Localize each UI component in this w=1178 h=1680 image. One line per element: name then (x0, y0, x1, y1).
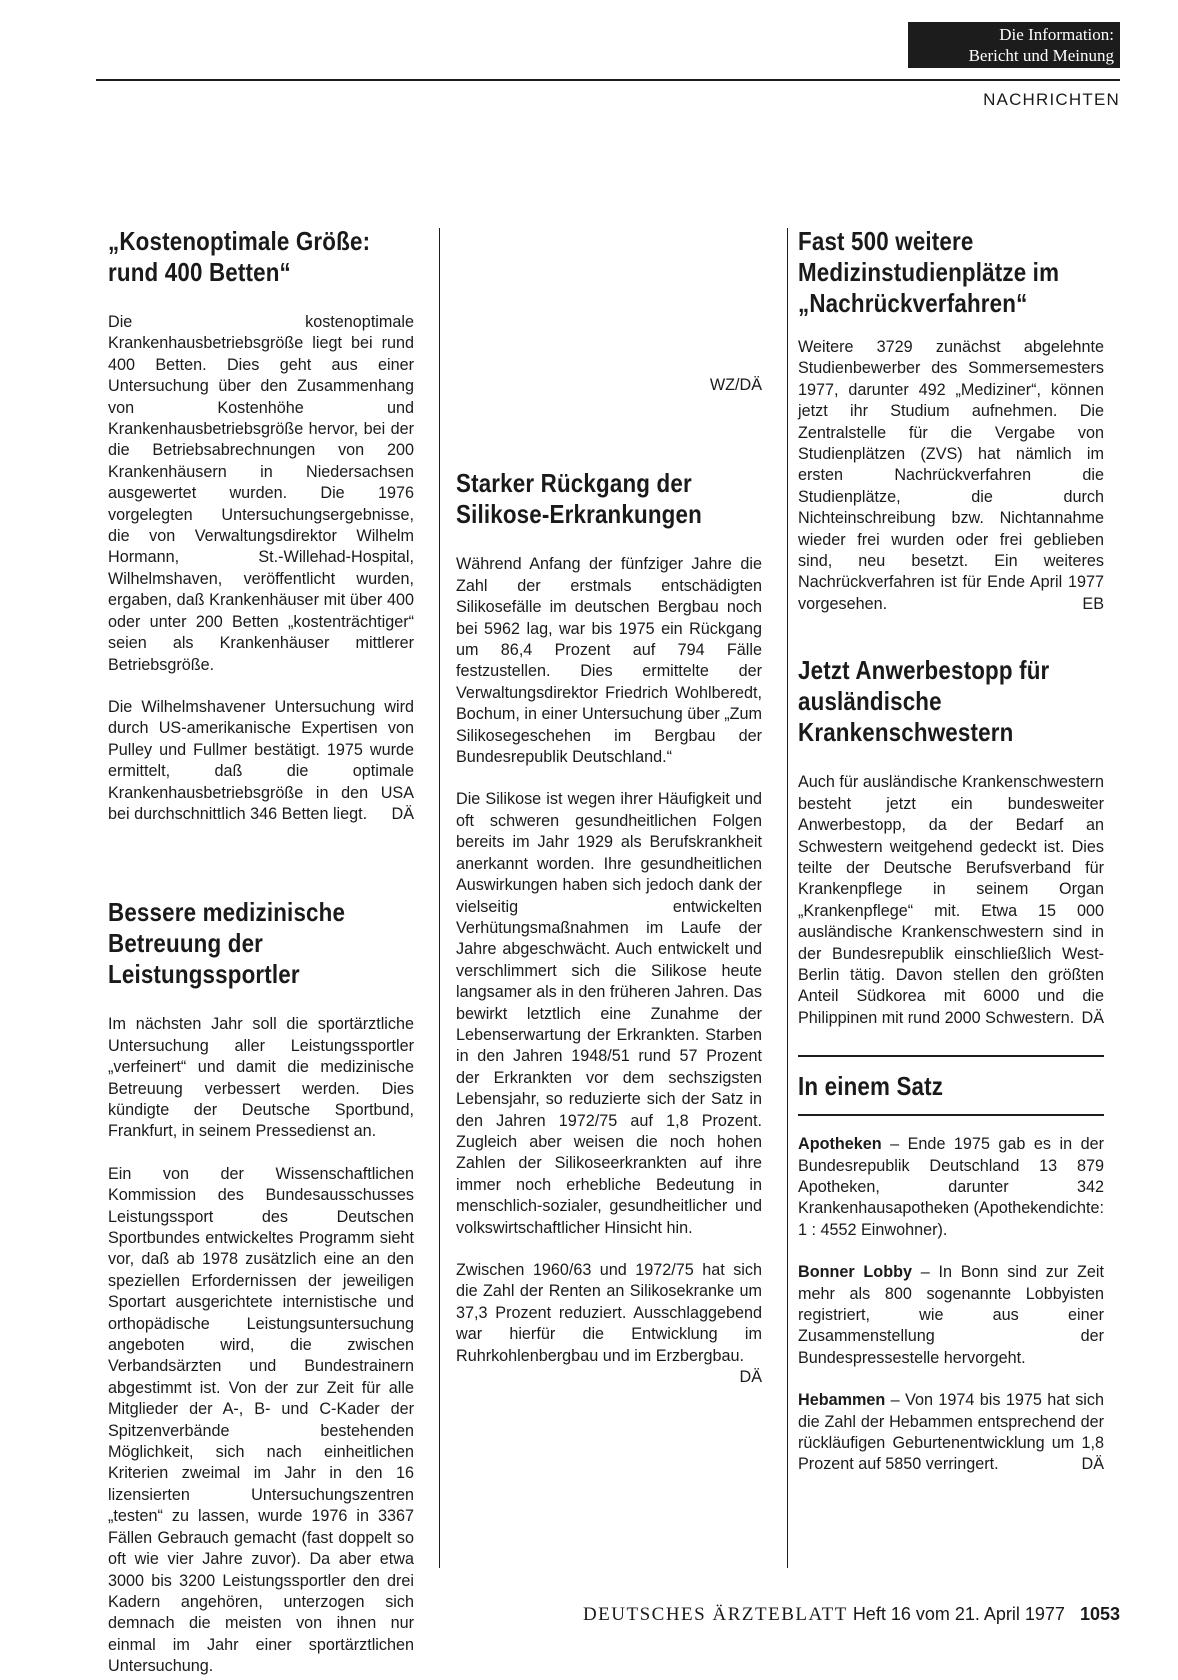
article-signature: DÄ (1081, 1008, 1104, 1027)
article-paragraph (798, 772, 1104, 1029)
article-title: Fast 500 weitere Medizinstudienplätze im „Nachrückverfahren“ (798, 226, 1060, 318)
article-signature: EB (1082, 594, 1104, 613)
column-divider (787, 228, 788, 1568)
article-title: In einem Satz (798, 1071, 944, 1102)
brief-text: – Von 1974 bis 1975 hat sich die Zahl der Hebammen entsprechend der rückläufigen Geburtenentwicklung um 1,8 Prozent auf 5850 verringert. (798, 1391, 1104, 1474)
brief-text: – In Bonn sind zur Zeit mehr als 800 sogenannte Lobbyisten registriert, wie aus einer Zusammenstellung der Bundespressestelle hervorgeht. (798, 1263, 1104, 1367)
article-paragraph: Die kostenoptimale Krankenhausbetriebsgröße liegt bei rund 400 Betten. Dies geht aus einer Untersuchung über den Zusammenhang von Kostenhöhe und Krankenhausbetriebsgröße hervor, bei der die Betriebsabrechnungen von 200 Krankenhäusern in Niedersachsen ausgewertet wurden. Die 1976 vorgelegten Untersuchungsergebnisse, die von Verwaltungsdirektor Wilhelm Hormann, St.-Willehad-Hospital, Wilhelmshaven, veröffentlicht wurden, ergaben, daß Krankenhäuser mit über 400 oder unter 200 Betten „kostenträchtiger“ seien als Krankenhäuser mittlerer Betriebsgröße. (108, 313, 414, 674)
article-paragraph (798, 337, 1104, 615)
article-signature-line (456, 375, 762, 396)
article-title: Starker Rückgang der Silikose-Erkrankungen (456, 468, 702, 530)
article-paragraph (456, 1260, 762, 1387)
paragraph-text: Die Wilhelmshavener Untersuchung wird durch US-amerikanische Expertisen von Pulley und Fullmer bestätigt. 1975 wurde ermittelt, daß die optimale Krankenhausbetriebsgröße in den USA bei durchschnittlich 346 Betten liegt. (108, 697, 414, 823)
article-paragraph: Während Anfang der fünfziger Jahre die Zahl der erstmals entschädigten Silikosefälle im deutschen Bergbau noch bei 5962 lag, war bis 1975 ein Rückgang um 86,4 Prozent auf 794 Fälle festzustellen. Dies ermittelte der Verwaltungsdirektor Friedrich Wohlberedt, Bochum, in einer Untersuchung über „Zum Silikosegeschehen im Bergbau der Bundesrepublik Deutschland.“ (456, 555, 762, 767)
brief-lead: Apotheken (798, 1135, 882, 1154)
column-1 (108, 226, 414, 1678)
paragraph-text: Auch für ausländische Krankenschwestern besteht jetzt ein bundesweiter Anwerbestopp, da der Bedarf an Schwestern weitgehend gedeckt ist. Dies teilte der Deutsche Berufsverband für Krankenpflege in seinem Organ „Krankenpflege“ mit. Etwa 15 000 ausländische Krankenschwestern sind in der Bundesrepublik einschließlich West-Berlin tätig. Davon stellen den größten Anteil Südkorea mit 6000 und die Philippinen mit rund 2000 Schwestern. (798, 773, 1104, 1027)
page-footer (0, 1604, 1120, 1626)
column-3 (798, 226, 1104, 1476)
masthead (908, 22, 1120, 68)
article-title: Bessere medizinische Betreuung der Leistungssportler (108, 897, 346, 990)
article-title: „Kostenoptimale Größe: rund 400 Betten“ (108, 226, 371, 287)
article-signature: DÄ (739, 1368, 762, 1387)
article-paragraph: Ein von der Wissenschaftlichen Kommission des Bundesausschusses Leistungssport des Deutschen Sportbundes entwickeltes Programm sieht vor, daß ab 1978 zusätzlich eine an den speziellen Erfordernissen der jeweiligen Sportart ausgerichtete internistische und orthopädische Leistungsuntersuchung angeboten wird, die zwischen Verbandsärzten und Bundestrainern abgestimmt ist. Von der zur Zeit für alle Mitglieder der A-, B- und C-Kader der Spitzenverbände bestehenden Möglichkeit, sich nach einheitlichen Kriterien zweimal im Jahr in den 16 lizensierten Untersuchungszentren „testen“ zu lassen, wurde 1976 in 3367 Fällen Gebrauch gemacht (fast doppelt so oft wie vier Jahre zuvor). Da aber etwa 3000 bis 3200 Leistungssportler den drei Kadern angehören, unterzogen sich demnach die meisten von ihnen nur einmal im Jahr einer sportärztlichen Untersuchung. (108, 1164, 414, 1676)
masthead-line2: Bericht und Meinung (968, 46, 1114, 65)
brief-item (798, 1134, 1104, 1241)
brief-item (798, 1390, 1104, 1476)
article-paragraph: Die Silikose ist wegen ihrer Häufigkeit und oft schweren gesundheitlichen Folgen bereits im Jahr 1929 als Berufskrankheit anerkannt worden. Ihre gesundheitlichen Auswirkungen haben sich jedoch dank der vielseitig entwickelten Verhütungsmaßnahmen im Laufe der Jahre abgeschwächt. Auch entwickelt und verschlimmert sich die Silikose heute langsamer als in den früheren Jahren. Das bewirkt letztlich eine Zunahme der Lebenserwartung der Erkrankten. Starben in den Jahren 1948/51 rund 57 Prozent der Erkrankten vor dem sechszigsten Lebensjahr, so reduzierte sich der Satz in den Jahren 1972/75 auf 1,8 Prozent. Zugleich aber weisen die noch hohen Zahlen der Silikoseerkrankten auf ihre immer noch erhebliche Bedeutung in menschlich-sozialer, gesundheitlicher und volkswirtschaftlicher Hinsicht hin. (456, 790, 762, 1237)
masthead-line1: Die Information: (999, 25, 1114, 44)
paragraph-text: Zwischen 1960/63 und 1972/75 hat sich die Zahl der Renten an Silikosekranke um 37,3 Prozent reduziert. Ausschlaggebend war hierfür die Entwicklung im Ruhrkohlenbergbau und im Erzbergbau. (456, 1261, 762, 1365)
column-2 (456, 226, 762, 1388)
brief-text: – Ende 1975 gab es in der Bundesrepublik Deutschland 13 879 Apotheken, darunter 342 Krankenhausapotheken (Apothekendichte: 1 : 4552 Einwohner). (798, 1135, 1104, 1239)
continued-text-space (456, 226, 762, 396)
brief-lead: Bonner Lobby (798, 1263, 912, 1282)
section-label: NACHRICHTEN (983, 90, 1120, 109)
page-number: 1053 (1079, 1604, 1120, 1624)
article-signature: DÄ (1081, 1455, 1104, 1474)
issue-info: Heft 16 vom 21. April 1977 (852, 1604, 1065, 1624)
brief-item (798, 1262, 1104, 1369)
article-paragraph: Im nächsten Jahr soll die sportärztliche Untersuchung aller Leistungssportler „verfeinert“ und damit die medizinische Betreuung verbessert werden. Dies kündigte der Deutsche Sportbund, Frankfurt, in seinem Pressedienst an. (108, 1015, 414, 1141)
paragraph-text: Weitere 3729 zunächst abgelehnte Studienbewerber des Sommersemesters 1977, darunter 492 „Mediziner“, können jetzt ihr Studium aufnehmen. Die Zentralstelle für die Vergabe von Studienplätzen (ZVS) hat nämlich im ersten Nachrückverfahren die Studienplätze, die durch Nichteinschreibung bzw. Nichtannahme wieder frei wurden oder frei geblieben sind, neu besetzt. Ein weiteres Nachrückverfahren ist für Ende April 1977 vorgesehen. (798, 338, 1104, 613)
journal-name: DEUTSCHES ÄRZTEBLATT (582, 1604, 848, 1625)
article-signature: DÄ (391, 804, 414, 823)
top-rule (96, 79, 1120, 81)
article-title: Jetzt Anwerbestopp für ausländische Krankenschwestern (798, 655, 1050, 748)
brief-lead: Hebammen (798, 1391, 886, 1410)
article-signature: WZ/DÄ (709, 376, 762, 394)
article-paragraph (108, 697, 414, 825)
column-divider (439, 228, 440, 1568)
